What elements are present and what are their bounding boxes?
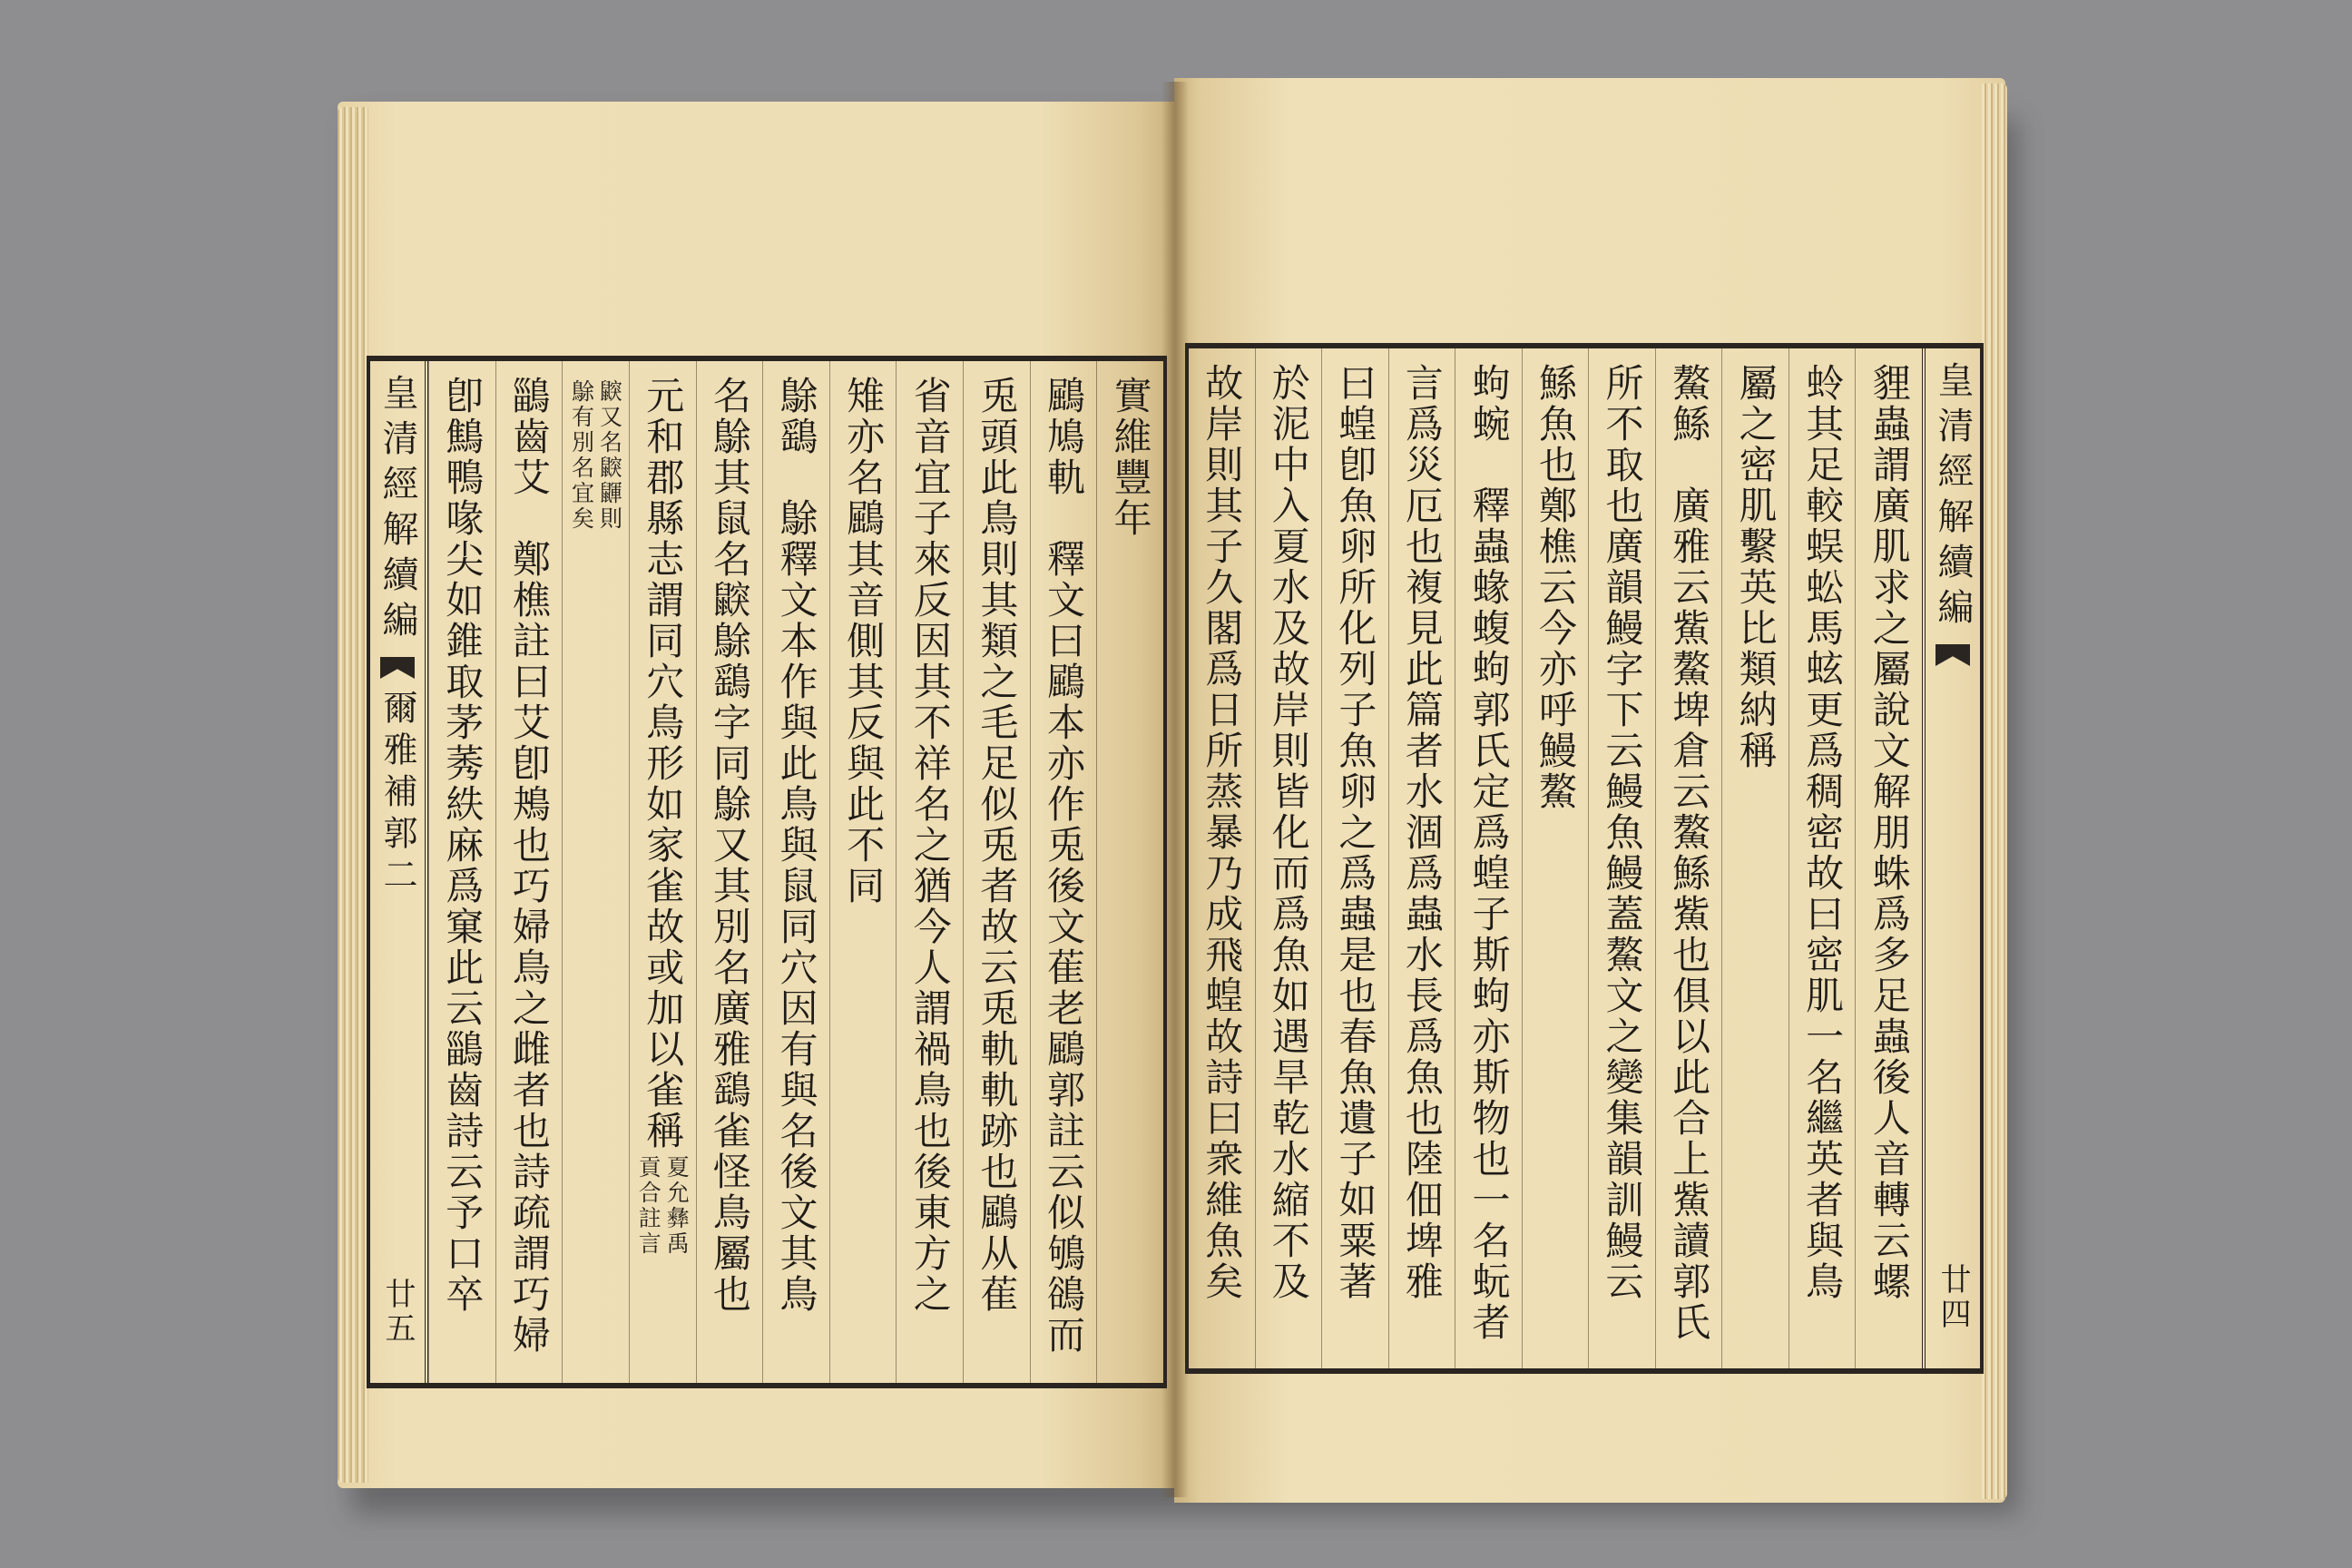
right-text-column-6 [1522, 348, 1589, 1368]
book-title: 皇清經解續編 [376, 374, 418, 646]
right-text-column-1 [1855, 348, 1922, 1368]
right-text-column-5 [1588, 348, 1655, 1368]
left-text-column-9 [562, 361, 629, 1383]
right-text-column-10 [1255, 348, 1322, 1368]
column-text: 雉亦名鶌其音側其反與此不同 [841, 376, 887, 906]
note-right-line: 夏允彝禹 [663, 1155, 691, 1257]
left-text-column-6 [762, 361, 829, 1383]
column-text: 實維豐年 [1108, 376, 1153, 539]
left-text-column-5 [829, 361, 897, 1383]
column-text: 言爲災厄也複見此篇者水涸爲蟲水長爲魚也陸佃埤雅 [1399, 363, 1445, 1302]
fishtail-mark-icon [380, 657, 415, 679]
column-text: 省音宜子來反因其不祥名之猶今人謂禍鳥也後東方之 [907, 376, 953, 1315]
column-text: 鰲鯀 廣雅云鮆鰲埤倉云鰲鯀鮆也俱以此合上鮆讀郭氏 [1667, 363, 1712, 1343]
note-right-line: 鼵又名鼵鼲則 [596, 379, 623, 532]
column-text: 貍蟲謂廣肌求之屬說文解朋蛛爲多足蟲後人音轉云螺 [1867, 363, 1912, 1302]
column-text: 元和郡縣志謂同穴鳥形如家雀故或加以雀稱 [641, 376, 686, 1152]
right-text-column-3 [1721, 348, 1788, 1368]
right-text-column-2 [1788, 348, 1856, 1368]
page-number: 廿四 [1935, 1263, 1971, 1332]
interlinear-note [635, 1155, 691, 1257]
left-text-column-3 [963, 361, 1030, 1383]
left-text-column-1 [1096, 361, 1163, 1383]
right-page-stack-edge [1982, 83, 2007, 1499]
left-page-banner [370, 361, 428, 1383]
left-text-column-10 [495, 361, 563, 1383]
right-text-column-4 [1655, 348, 1722, 1368]
interlinear-note [568, 379, 623, 532]
fishtail-mark-icon [1936, 644, 1970, 666]
left-text-column-8 [629, 361, 696, 1383]
left-text-column-7 [696, 361, 763, 1383]
column-text: 蚼蜿 釋蟲蝝蝮蚼郭氏定爲蝗子斯蚼亦斯物也一名蚖者 [1466, 363, 1512, 1343]
column-text: 屬之密肌繫英比類納稱 [1733, 363, 1779, 771]
left-text-column-2 [1030, 361, 1097, 1383]
column-text: 兎頭此鳥則其類之毛足似兎者故云兎軌軌跡也鶌从萑 [975, 376, 1020, 1315]
right-text-column-8 [1388, 348, 1455, 1368]
column-text: 鶅齒艾 鄭樵註曰艾卽鴂也巧婦鳥之雌者也詩疏謂巧婦 [506, 376, 552, 1356]
right-text-column-9 [1321, 348, 1388, 1368]
left-page-stack-edge [338, 107, 368, 1483]
note-left-line: 貢合註言 [635, 1155, 662, 1257]
column-text: 故岸則其子久閣爲日所蒸暴乃成飛蝗故詩曰衆維魚矣 [1200, 363, 1245, 1302]
right-text-column-7 [1455, 348, 1522, 1368]
page-number: 廿五 [378, 1278, 416, 1347]
book-title: 皇清經解續編 [1932, 361, 1974, 633]
column-text: 卽鷦鴨喙尖如錐取茅莠紩麻爲窠此云鶅齒詩云予口卒 [440, 376, 485, 1315]
left-text-column-4 [896, 361, 963, 1383]
column-text: 鶌鳩軌 釋文曰鶌本亦作兎後文萑老鶌郭註云似鴝鵒而 [1042, 376, 1087, 1356]
note-left-line: 鵌有別名宜矣 [568, 379, 595, 532]
section-title: 爾雅補郭二 [377, 690, 417, 898]
right-text-column-11 [1189, 348, 1255, 1368]
right-page-frame [1185, 343, 1984, 1374]
column-text: 鯀魚也鄭樵云今亦呼鰻鰲 [1533, 363, 1578, 812]
right-page-banner [1922, 348, 1980, 1368]
column-text: 鵌鷂 鵌釋文本作與此鳥與鼠同穴因有與名後文其鳥 [774, 376, 819, 1315]
column-text: 曰蝗卽魚卵所化列子魚卵之爲蟲是也春魚遺子如粟著 [1333, 363, 1378, 1302]
column-text: 於泥中入夏水及故岸則皆化而爲魚如遇旱乾水縮不及 [1266, 363, 1311, 1302]
left-text-column-11 [428, 361, 495, 1383]
column-text: 蛉其足較蜈蚣馬蚿更爲稠密故曰密肌一名繼英者與鳥 [1800, 363, 1846, 1302]
left-page-frame [367, 356, 1167, 1388]
column-text: 名鵌其鼠名鼵鵌鷂字同鵌又其別名廣雅鷂雀怪鳥屬也 [707, 376, 752, 1315]
column-text: 所不取也廣韻鰻字下云鰻魚鰻蓋鰲文之變集韻訓鰻云 [1600, 363, 1645, 1302]
